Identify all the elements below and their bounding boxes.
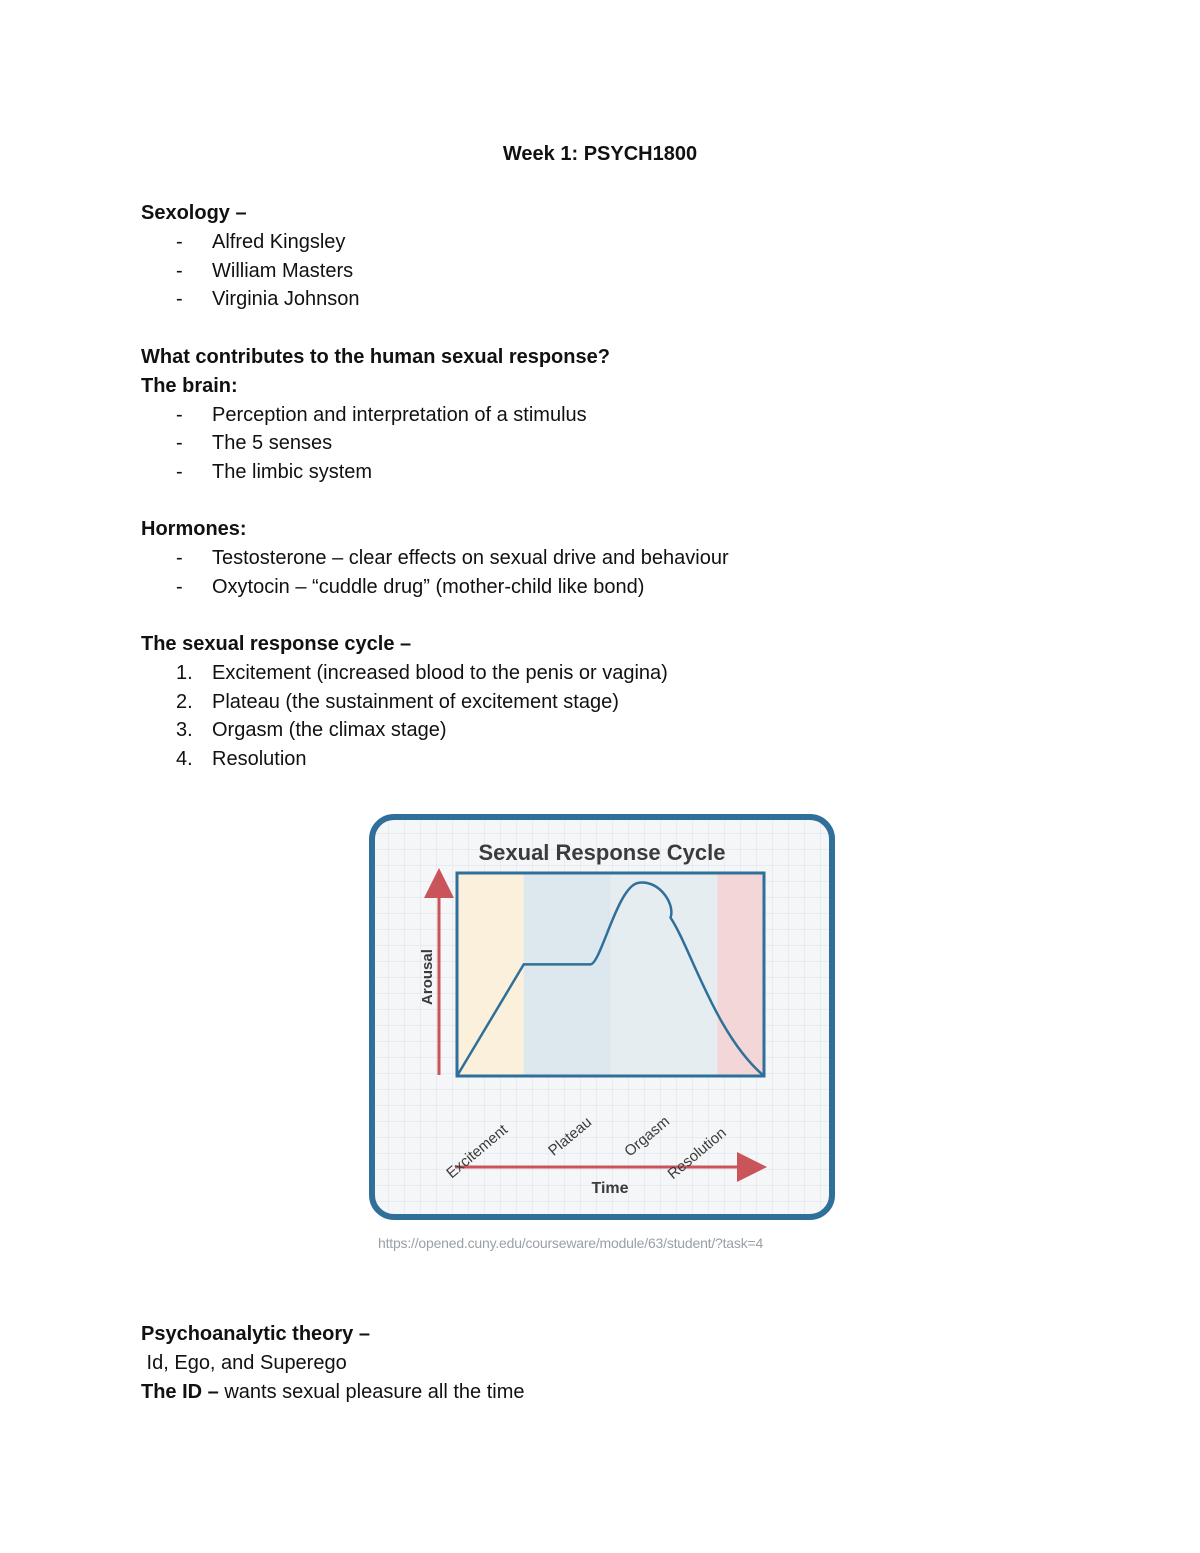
list-item: 2. Plateau (the sustainment of excitement stage) bbox=[176, 690, 619, 713]
psychoanalytic-heading: Psychoanalytic theory – bbox=[141, 1323, 370, 1345]
brain-heading: The brain: bbox=[141, 374, 238, 397]
id-label: The ID – bbox=[141, 1380, 219, 1403]
list-item: 3. Orgasm (the climax stage) bbox=[176, 719, 447, 742]
id-text: wants sexual pleasure all the time bbox=[218, 1380, 525, 1403]
hormones-list bbox=[141, 544, 729, 602]
list-item: - Perception and interpretation of a stimulus bbox=[176, 403, 587, 426]
id-ego-superego-line: Id, Ego, and Superego bbox=[141, 1351, 347, 1374]
cycle-section bbox=[141, 630, 668, 774]
cycle-heading: The sexual response cycle – bbox=[141, 633, 412, 655]
list-item: 4. Resolution bbox=[176, 748, 307, 771]
id-definition bbox=[141, 1378, 525, 1407]
phase-label-resolution: Resolution bbox=[664, 1124, 730, 1183]
list-item: - William Masters bbox=[176, 259, 354, 282]
hormones-heading: Hormones: bbox=[141, 518, 247, 540]
phase-label-plateau: Plateau bbox=[545, 1113, 596, 1160]
x-axis-label: Time bbox=[591, 1180, 629, 1197]
phase-band-excitement bbox=[457, 873, 524, 1076]
y-axis-label: Arousal bbox=[419, 949, 436, 1005]
page-title: Week 1: PSYCH1800 bbox=[502, 143, 698, 165]
list-item: - The 5 senses bbox=[176, 432, 333, 455]
contributes-question: What contributes to the human sexual response? bbox=[141, 346, 610, 368]
list-item: - Alfred Kingsley bbox=[176, 230, 346, 253]
list-item: - Virginia Johnson bbox=[176, 288, 360, 311]
hormones-section bbox=[141, 515, 729, 601]
psychoanalytic-section bbox=[141, 1320, 525, 1406]
sexology-list bbox=[141, 228, 360, 314]
list-item: - Oxytocin – “cuddle drug” (mother-child like bond) bbox=[176, 575, 645, 598]
sexology-heading: Sexology – bbox=[141, 202, 247, 224]
phase-band-resolution bbox=[717, 873, 764, 1076]
phase-label-orgasm: Orgasm bbox=[621, 1112, 674, 1161]
list-item: - The limbic system bbox=[176, 461, 373, 484]
contributes-section bbox=[141, 343, 610, 487]
phase-band-plateau bbox=[524, 873, 611, 1076]
phase-label-excitement: Excitement bbox=[443, 1121, 511, 1182]
list-item: 1. Excitement (increased blood to the penis or vagina) bbox=[176, 661, 668, 684]
chart-title: Sexual Response Cycle bbox=[478, 840, 726, 865]
sexology-section bbox=[141, 199, 360, 314]
list-item: - Testosterone – clear effects on sexual drive and behaviour bbox=[176, 546, 729, 569]
cycle-list bbox=[141, 659, 668, 774]
brain-list bbox=[141, 401, 610, 487]
sexual-response-cycle-chart bbox=[340, 785, 860, 1260]
figure-caption: https://opened.cuny.edu/courseware/module/63/student/?task=4 bbox=[378, 1235, 764, 1251]
phase-band-orgasm bbox=[611, 873, 718, 1076]
